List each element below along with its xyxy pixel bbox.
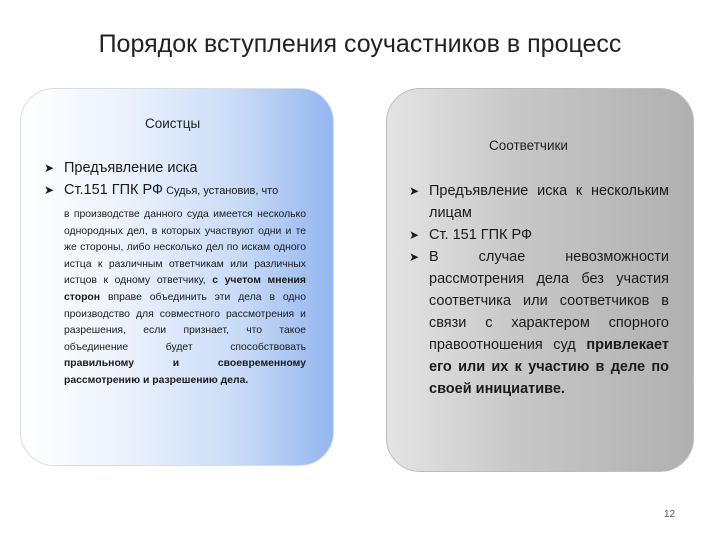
- arrow-bullet-icon: ➤: [44, 183, 55, 197]
- codefendants-bullet-claim: ➤ Предъявление иска к нескольким лицам: [409, 180, 669, 224]
- slide-title: Порядок вступления соучастников в процесс: [98, 30, 622, 58]
- plaintiffs-bullet-article: ➤ Ст.151 ГПК РФ Судья, установив, что: [44, 179, 278, 202]
- plaintiffs-bullet-claim: ➤ Предъявление иска: [44, 157, 197, 179]
- arrow-bullet-icon: ➤: [409, 228, 420, 242]
- codefendants-list: [409, 180, 669, 400]
- codefendants-heading: Соответчики: [489, 138, 568, 153]
- plaintiffs-heading: Соистцы: [145, 116, 201, 131]
- arrow-bullet-icon: ➤: [409, 184, 420, 198]
- arrow-bullet-icon: ➤: [409, 250, 420, 264]
- arrow-bullet-icon: ➤: [44, 161, 55, 175]
- plaintiffs-article-text: в производстве данного суда имеется несколько однородных дел, в которых участвуют одни и те же стороны, либо несколько дел по искам одного истца к различным ответчикам или различных истцов к одному ответчику, с учетом мнения сторон вправе объединить эти дела в одно производство для совместного рассмотрения и разрешения, если признает, что такое объединение будет способствовать правильному и своевременному рассмотрению и разрешению дела.: [64, 209, 306, 386]
- codefendants-bullet-case: ➤ В случае невозможности рассмотрения дела без участия соответчика или соответчиков в связи с характером спорного правоотношения суд привлекает его или их к участию в деле по своей инициативе.: [409, 246, 669, 400]
- page-number: 12: [664, 509, 676, 520]
- codefendants-bullet-article: ➤ Ст. 151 ГПК РФ: [409, 224, 669, 246]
